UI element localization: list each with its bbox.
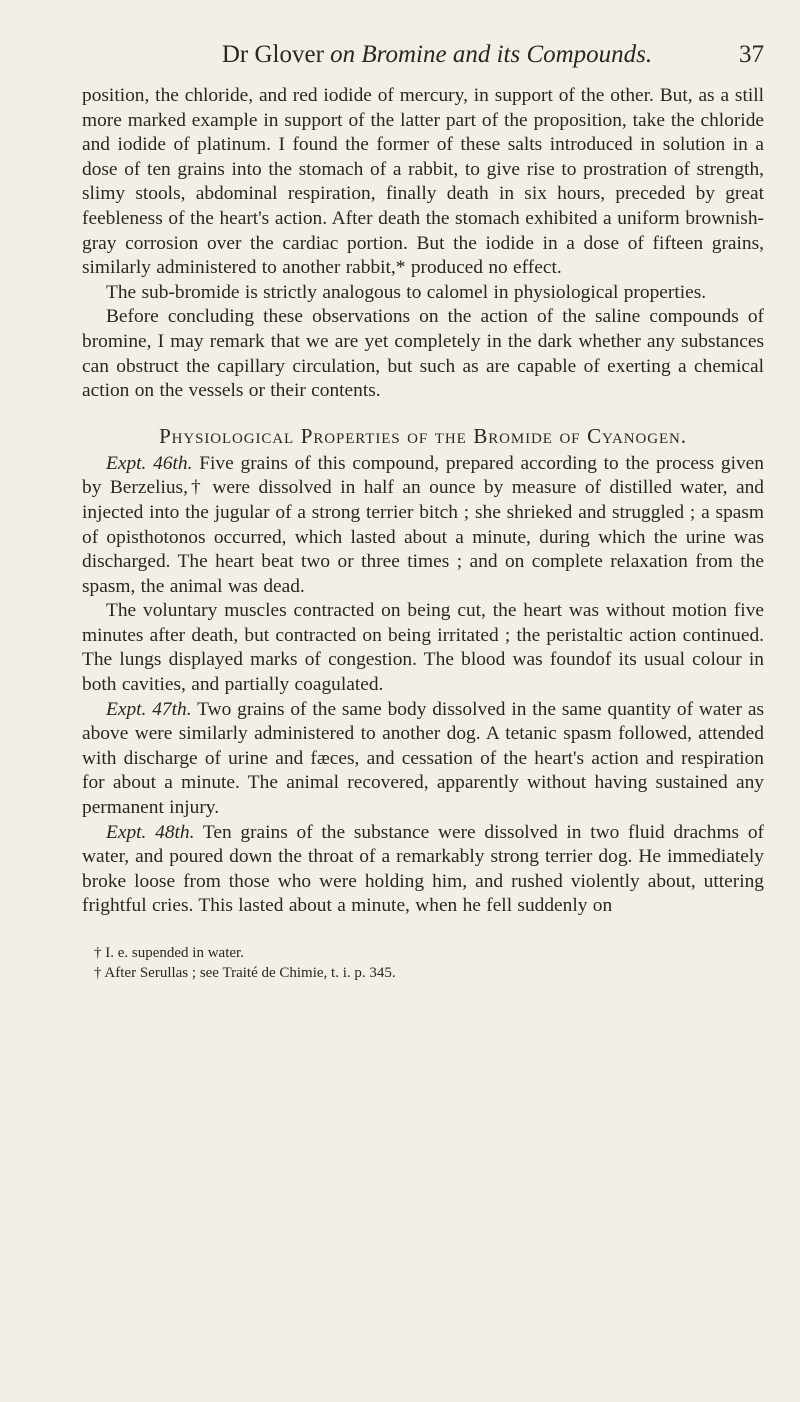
experiment-48 xyxy=(82,821,764,919)
paragraph-continuation: position, the chloride, and red iodide of mercury, in support of the other. But, as a still more marked example in support of the latter part of the proposition, take the chloride and iodide of platinum. I found the former of these salts introduced in solution in a dose of ten grains into the stomach of a rabbit, to give rise to prostration of strength, slimy stools, abdominal respiration, finally death in six hours, preceded by great feebleness of the heart's action. After death the stomach exhibited a uniform brownish-gray corrosion over the cardiac portion. But the iodide in a dose of fifteen grains, similarly administered to another rabbit,* produced no effect. xyxy=(82,85,764,279)
running-head xyxy=(82,38,764,76)
running-title xyxy=(194,38,652,72)
paragraph-before-concluding: Before concluding these observations on the action of the saline compounds of bromine, I may remark that we are yet completely in the dark whether any substances can obstruct the capillary circulation, but such as are capable of exerting a chemical action on the vessels or their contents. xyxy=(82,306,764,402)
footnotes xyxy=(82,943,764,983)
experiment-label: Expt. 46th. xyxy=(106,452,193,474)
experiment-label: Expt. 48th. xyxy=(106,821,195,843)
experiment-text: Five grains of this compound, prepared according to the process given by Berzelius,† were dissolved in half an ounce by measure of distilled water, and injected into the jugular of a strong terrier bitch ; she shrieked and struggled ; a spasm of opisthotonos occurred, which lasted about a minute, during which the urine was discharged. The heart beat two or three times ; and on complete relaxation from the spasm, the animal was dead. xyxy=(82,452,764,597)
experiment-46-postmortem xyxy=(82,599,764,697)
paragraph-sub-bromide: The sub-bromide is strictly analogous to calomel in physiological properties. xyxy=(106,281,707,303)
header-title: Bromine and its Compounds. xyxy=(361,41,653,68)
experiment-text: Ten grains of the substance were dissolved in two fluid drachms of water, and poured down the throat of a remarkably strong terrier dog. He immediately broke loose from those who were holding him, and rushed violently about, uttering frightful cries. This lasted about a minute, when he fell suddenly on xyxy=(82,821,765,917)
page-number: 37 xyxy=(739,41,764,68)
experiment-label: Expt. 47th. xyxy=(106,698,192,720)
header-author: Dr Glover xyxy=(221,41,324,68)
experiment-text: The voluntary muscles contracted on being cut, the heart was without motion five minutes after death, but contracted on being irritated ; the peristaltic action continued. The lungs displayed marks of congestion. The blood was foundof its usual colour in both cavities, and partially coagulated. xyxy=(82,600,764,696)
section-heading: Physiological Properties of the Bromide of Cyanogen. xyxy=(159,423,687,448)
experiment-text: Two grains of the same body dissolved in the same quantity of water as above were similarly administered to another dog. A tetanic spasm followed, attended with discharge of urine and fæces, and cessation of the heart's action and respiration for about a minute. The animal recovered, apparently without having sustained any permanent injury. xyxy=(82,698,764,819)
body-text xyxy=(82,84,764,919)
footnote-serullas: † After Serullas ; see Traité de Chimie, t. i. p. 345. xyxy=(94,965,396,981)
footnote-suspended: † I. e. supended in water. xyxy=(94,945,244,961)
experiment-47 xyxy=(82,698,764,821)
book-page xyxy=(82,38,764,983)
experiment-46 xyxy=(82,452,764,600)
header-connector: on xyxy=(330,41,356,68)
